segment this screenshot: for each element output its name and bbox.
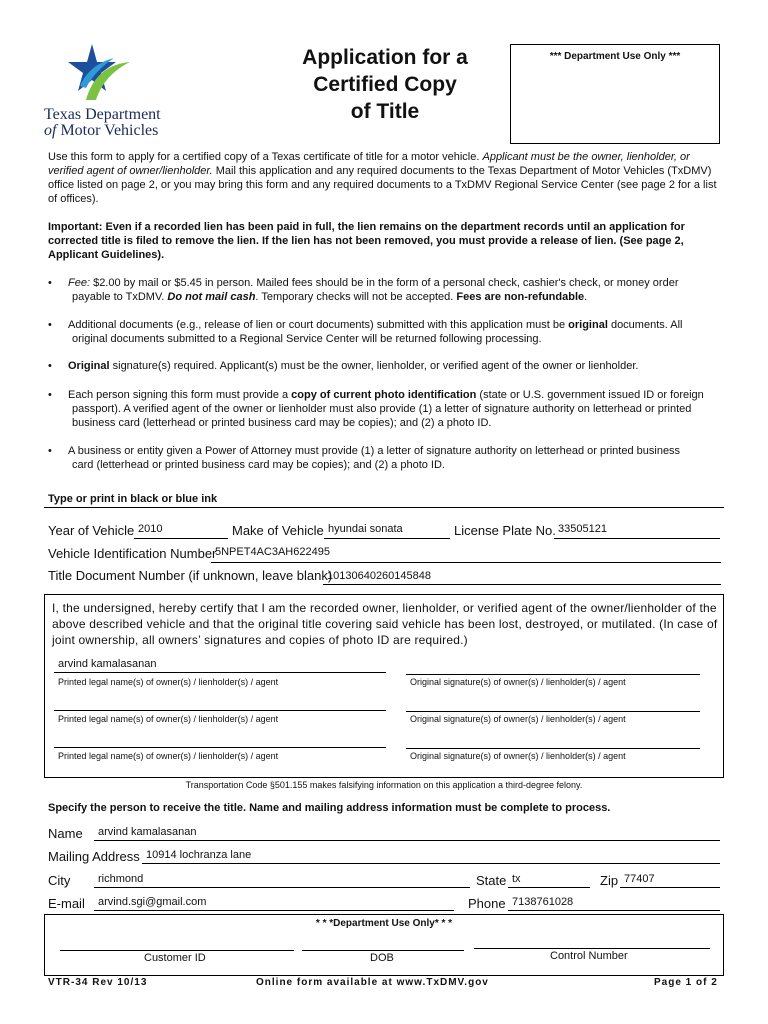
zip-value[interactable]: 77407: [624, 873, 655, 885]
control-number-caption: Control Number: [550, 950, 628, 962]
phone-field-line: [508, 910, 720, 911]
state-value[interactable]: tx: [512, 873, 521, 885]
email-value[interactable]: arvind.sgi@gmail.com: [98, 896, 207, 908]
printed-name-1-value[interactable]: arvind kamalasanan: [58, 658, 157, 670]
printed-name-1-caption: Printed legal name(s) of owner(s) / lienholder(s) / agent: [58, 677, 279, 687]
make-label: Make of Vehicle: [232, 523, 324, 538]
signature-2-line[interactable]: [406, 711, 700, 712]
printed-name-2-line[interactable]: [54, 710, 386, 711]
printed-name-3-caption: Printed legal name(s) of owner(s) / lienholder(s) / agent: [58, 751, 279, 761]
name-label: Name: [48, 826, 83, 841]
txdmv-star-icon: [40, 42, 140, 106]
signature-1-caption: Original signature(s) of owner(s) / lienholder(s) / agent: [410, 677, 626, 687]
recipient-heading: Specify the person to receive the title. Name and mailing address information must be complete to process.: [48, 802, 611, 814]
department-use-bottom-title: * * *Department Use Only* * *: [315, 918, 453, 929]
printed-name-1-line: [54, 672, 386, 673]
mailing-address-label: Mailing Address: [48, 849, 140, 864]
state-label: State: [476, 873, 507, 888]
email-field-line: [94, 910, 454, 911]
city-field-line: [94, 887, 470, 888]
printed-name-2-caption: Printed legal name(s) of owner(s) / lienholder(s) / agent: [58, 714, 279, 724]
bullet-fee: • Fee: $2.00 by mail or $5.45 in person. Mailed fees should be in the form of a personal check, cashier's check, or money order payable to TxDMV. Do not mail cash. Temporary checks will not be accepted. Fees are non-refundable.: [48, 277, 679, 303]
form-number: VTR-34 Rev 10/13: [48, 977, 148, 988]
year-label: Year of Vehicle: [48, 523, 135, 538]
online-form-notice: Online form available at www.TxDMV.gov: [256, 977, 489, 988]
org-name-line1: Texas Department: [44, 106, 161, 123]
phone-value[interactable]: 7138761028: [512, 896, 574, 908]
city-value[interactable]: richmond: [98, 873, 144, 885]
customer-id-line: [60, 950, 294, 951]
make-value[interactable]: hyundai sonata: [328, 523, 403, 535]
phone-label: Phone: [468, 896, 506, 911]
vin-label: Vehicle Identification Number: [48, 546, 217, 561]
important-notice: Important: Even if a recorded lien has been paid in full, the lien remains on the department records until an application for corrected title is filed to remove the lien. If the lien has not been removed, you must provide a release of lien. (See page 2, Applicant Guidelines).: [48, 221, 685, 261]
bullet-power-of-attorney: • A business or entity given a Power of Attorney must provide (1) a letter of signature authority on letterhead or printed business card (letterhead or printed business card may be copies); and (2) a photo ID.: [48, 445, 681, 471]
plate-value[interactable]: 33505121: [558, 523, 607, 535]
printed-name-3-line[interactable]: [54, 747, 386, 748]
intro-paragraph: Use this form to apply for a certified copy of a Texas certificate of title for a motor vehicle. Applicant must be the owner, lienholder, or verified agent of owner/lienholder. Mail this application and any required documents to the Texas Department of Motor Vehicles (TxDMV) office listed on page 2, or you may bring this form and any required documents to a TxDMV Regional Service Center (see page 2 for a list of offices).: [48, 151, 717, 205]
city-label: City: [48, 873, 71, 888]
bullet-original-signature: • Original signature(s) required. Applicant(s) must be the owner, lienholder, or verified agent of the owner or lienholder.: [48, 360, 639, 372]
dob-line: [302, 950, 464, 951]
year-value[interactable]: 2010: [138, 523, 163, 535]
name-field-line: [94, 840, 720, 841]
ink-instruction-heading: Type or print in black or blue ink: [48, 493, 218, 505]
title-document-value[interactable]: 10130640260145848: [327, 570, 432, 582]
bullet-additional-documents: • Additional documents (e.g., release of lien or court documents) submitted with this application must be original documents. All original documents submitted to a Regional Service Center will be returned following processing.: [48, 319, 683, 345]
title-document-field-line: [323, 584, 721, 585]
customer-id-caption: Customer ID: [144, 952, 206, 964]
dob-caption: DOB: [370, 952, 394, 964]
form-title: Application for a Certified Copy of Title: [302, 46, 468, 123]
bullet-photo-id: • Each person signing this form must provide a copy of current photo identification (state or U.S. government issued ID or foreign passport). A verified agent of the owner or lienholder must also provide (1) a letter of signature authority on letterhead or printed business card (letterhead or printed business card may be copies); and (2) a photo ID.: [48, 389, 704, 429]
org-name-line2: of Motor Vehicles: [44, 122, 159, 139]
mailing-address-value[interactable]: 10914 lochranza lane: [146, 849, 252, 861]
signature-3-line[interactable]: [406, 748, 700, 749]
vin-field-line: [211, 562, 721, 563]
txdmv-logo: [40, 42, 180, 142]
plate-label: License Plate No.: [454, 523, 556, 538]
section-divider: [44, 507, 724, 508]
state-field-line: [508, 887, 590, 888]
name-value[interactable]: arvind kamalasanan: [98, 826, 197, 838]
page-number: Page 1 of 2: [654, 977, 718, 988]
mailing-address-field-line: [142, 863, 720, 864]
email-label: E-mail: [48, 896, 85, 911]
certification-statement: I, the undersigned, hereby certify that I am the recorded owner, lienholder, or verified agent of the owner/lienholder of the above described vehicle and that the original title covering said vehicle has been lost, destroyed, or mutilated. (In case of joint ownership, all owners’ signatures and copies of photo ID are required.): [52, 601, 718, 647]
make-field-line: [324, 538, 450, 539]
felony-notice: Transportation Code §501.155 makes falsifying information on this application a third-degree felony.: [185, 780, 583, 790]
plate-field-line: [554, 538, 720, 539]
department-use-box-top: *** Department Use Only ***: [510, 44, 720, 144]
control-number-line: [474, 948, 710, 949]
zip-label: Zip: [600, 873, 619, 888]
title-document-label: Title Document Number (if unknown, leave blank): [48, 568, 333, 583]
zip-field-line: [620, 887, 720, 888]
signature-2-caption: Original signature(s) of owner(s) / lienholder(s) / agent: [410, 714, 626, 724]
year-field-line: [134, 538, 228, 539]
signature-1-line[interactable]: [406, 674, 700, 675]
vin-value[interactable]: 5NPET4AC3AH622495: [215, 546, 330, 558]
signature-3-caption: Original signature(s) of owner(s) / lienholder(s) / agent: [410, 751, 626, 761]
